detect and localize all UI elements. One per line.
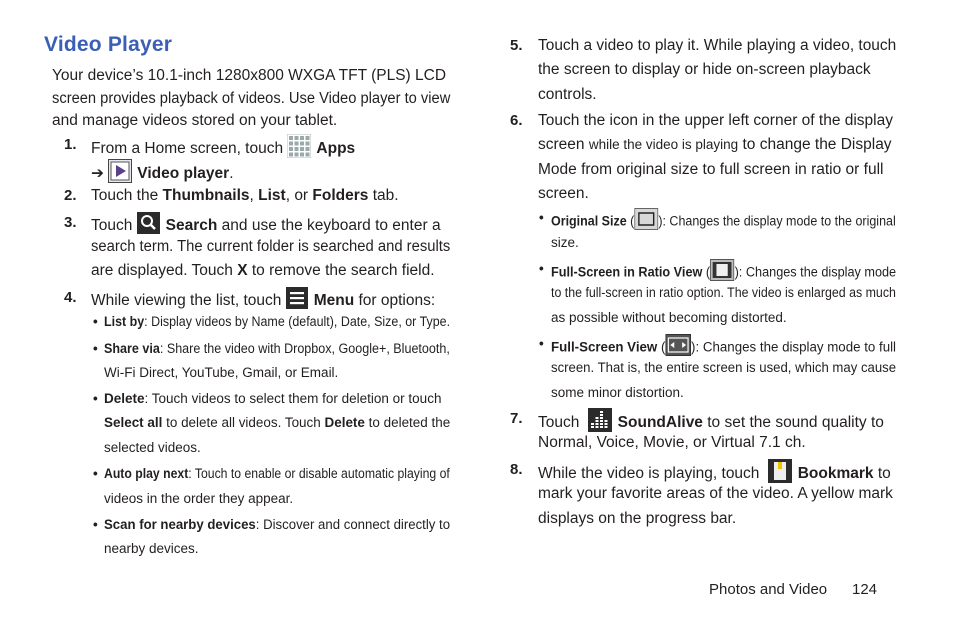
- option-ratio-view-line-3: as possible without becoming distorted.: [551, 310, 787, 325]
- option-full-screen-line-2: screen. That is, the entire screen is used, which may cause: [551, 360, 897, 375]
- full-screen-view-icon: [665, 334, 691, 356]
- menu-icon: [286, 287, 308, 309]
- step-6-line-3: Mode from original size to full screen in ratio or full: [538, 161, 884, 178]
- soundalive-icon: [588, 408, 612, 432]
- step-6-line-2: screen while the video is playing to change the Display: [538, 136, 892, 153]
- intro-line: Your device’s 10.1-inch 1280x800 WXGA TFT (PLS) LCD: [52, 67, 447, 84]
- option-share-via: Share via: Share the video with Dropbox, Google+, Bluetooth,: [104, 341, 450, 356]
- option-delete-line-2: Select all to delete all videos. Touch Delete to deleted the: [104, 415, 451, 430]
- step-8-line-2: mark your favorite areas of the video. A yellow mark: [538, 485, 893, 502]
- option-ratio-view-line-2: to the full-screen in ratio option. The video is enlarged as much: [551, 285, 896, 300]
- step-number: 6.: [510, 112, 523, 129]
- option-auto-play-next: Auto play next: Touch to enable or disable automatic playing of: [104, 466, 450, 481]
- option-full-screen-line-3: some minor distortion.: [551, 385, 684, 400]
- option-original-size-line-2: size.: [551, 235, 579, 250]
- bullet: •: [93, 466, 98, 481]
- step-number: 7.: [510, 410, 523, 427]
- step-3-line-3: are displayed. Touch X to remove the search field.: [91, 262, 435, 279]
- bookmark-icon: [768, 459, 792, 483]
- bullet: •: [93, 314, 98, 329]
- step-number: 1.: [64, 136, 77, 153]
- bullet: •: [93, 341, 98, 356]
- step-1-line-2: ➔ Video player.: [91, 162, 234, 186]
- step-3-line: Touch Search and use the keyboard to enter a: [91, 215, 441, 237]
- page-title: Video Player: [44, 33, 173, 56]
- bullet: •: [539, 210, 544, 225]
- step-6-line-4: screen.: [538, 185, 589, 202]
- option-original-size: Original Size ( ): Changes the display mode to the original: [551, 211, 896, 233]
- full-screen-ratio-icon: [710, 259, 734, 281]
- bullet: •: [539, 261, 544, 276]
- option-delete-line-3: selected videos.: [104, 440, 201, 455]
- step-4-line: While viewing the list, touch Menu for options:: [91, 290, 435, 312]
- option-share-via-line-2: Wi-Fi Direct, YouTube, Gmail, or Email.: [104, 365, 339, 380]
- footer-section-title: Photos and Video: [709, 581, 828, 598]
- step-8-line: While the video is playing, touch Bookmark to: [538, 462, 891, 486]
- option-auto-play-next-line-2: videos in the order they appear.: [104, 491, 294, 506]
- option-full-screen: Full-Screen View ( ): Changes the display mode to full: [551, 337, 896, 359]
- step-1-line: From a Home screen, touch Apps: [91, 137, 355, 161]
- step-5-line-2: the screen to display or hide on-screen playback: [538, 61, 871, 78]
- step-5-line-3: controls.: [538, 86, 597, 103]
- option-delete: Delete: Touch videos to select them for deletion or touch: [104, 391, 442, 406]
- step-5-line: Touch a video to play it. While playing a video, touch: [538, 37, 897, 54]
- step-number: 2.: [64, 187, 77, 204]
- step-6-line: Touch the icon in the upper left corner of the display: [538, 112, 893, 129]
- step-3-line-2: search term. The current folder is searched and results: [91, 238, 451, 255]
- option-list-by: List by: Display videos by Name (default), Date, Size, or Type.: [104, 314, 451, 329]
- step-number: 5.: [510, 37, 523, 54]
- option-scan-devices-line-2: nearby devices.: [104, 541, 199, 556]
- step-number: 8.: [510, 461, 523, 478]
- step-7-line: Touch SoundAlive to set the sound quality to: [538, 411, 884, 435]
- step-2-line: Touch the Thumbnails, List, or Folders tab.: [91, 187, 399, 204]
- bullet: •: [539, 336, 544, 351]
- search-icon: [137, 212, 160, 234]
- video-player-icon: [108, 159, 132, 183]
- page-number: 124: [852, 581, 878, 598]
- step-number: 4.: [64, 289, 77, 306]
- option-ratio-view: Full-Screen in Ratio View ( ): Changes the display mode: [551, 262, 896, 284]
- option-scan-devices: Scan for nearby devices: Discover and connect directly to: [104, 517, 451, 532]
- bullet: •: [93, 517, 98, 532]
- step-7-line-2: Normal, Voice, Movie, or Virtual 7.1 ch.: [538, 434, 806, 451]
- intro-line: and manage videos stored on your tablet.: [52, 112, 338, 129]
- original-size-icon: [634, 208, 658, 230]
- bullet: •: [93, 391, 98, 406]
- step-number: 3.: [64, 214, 77, 231]
- apps-grid-icon: [287, 134, 311, 158]
- step-8-line-3: displays on the progress bar.: [538, 510, 737, 527]
- intro-line: screen provides playback of videos. Use Video player to view: [52, 90, 451, 107]
